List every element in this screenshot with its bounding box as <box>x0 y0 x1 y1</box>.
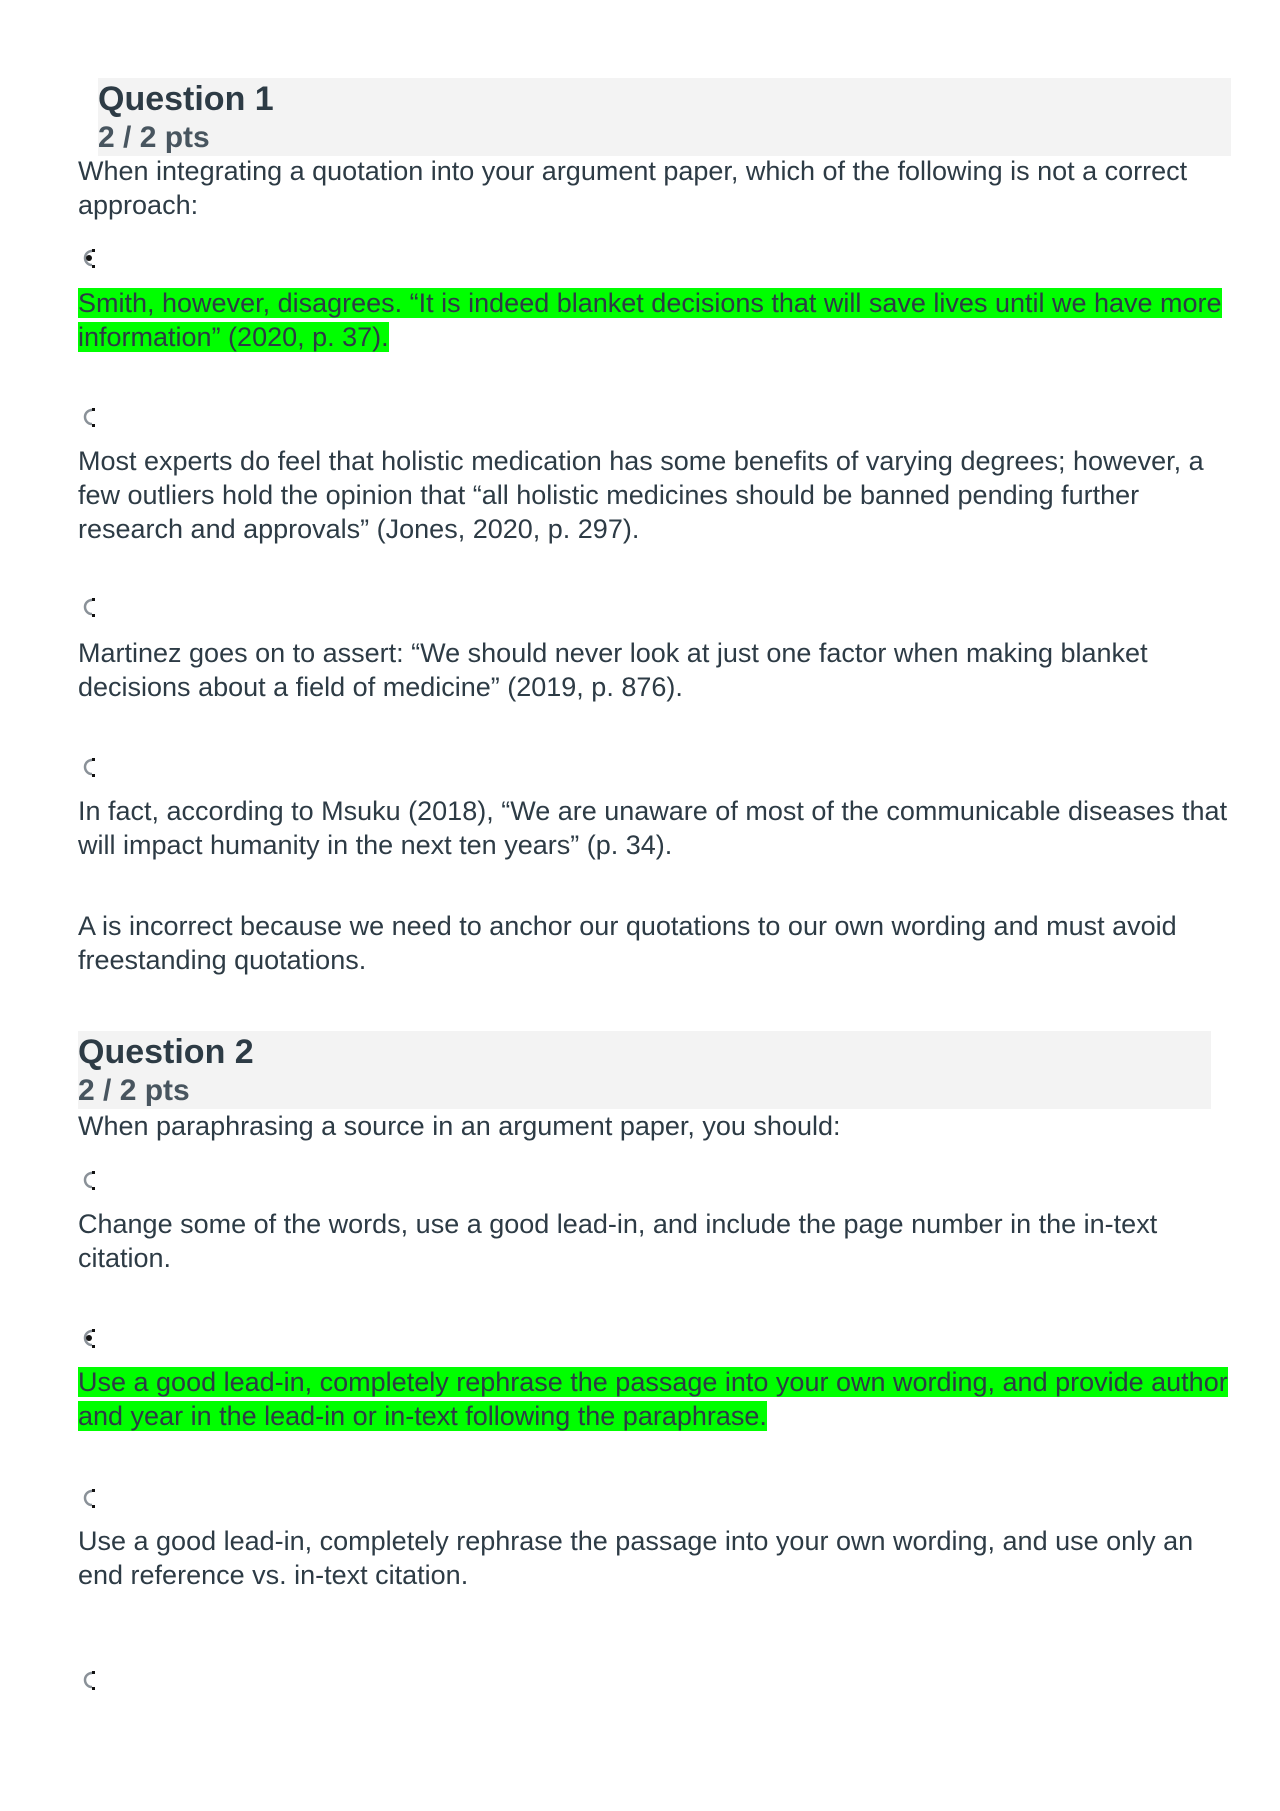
question-2-points: 2 / 2 pts <box>78 1074 190 1107</box>
radio-unselected-icon[interactable] <box>80 1488 98 1508</box>
question-2-option-a[interactable]: Change some of the words, use a good lead-in, and include the page number in the in-text citation. <box>78 1209 1158 1273</box>
question-1-option-d[interactable]: In fact, according to Msuku (2018), “We are unaware of most of the communicable diseases that will impact humanity in the next ten years” (p. 34). <box>78 796 1228 860</box>
radio-unselected-icon[interactable] <box>80 597 98 617</box>
radio-unselected-icon[interactable] <box>80 1170 98 1190</box>
radio-selected-icon[interactable] <box>80 1328 98 1348</box>
radio-unselected-icon[interactable] <box>80 757 98 777</box>
question-1-title: Question 1 <box>98 80 274 118</box>
question-1-feedback: A is incorrect because we need to anchor our quotations to our own wording and must avoid freestanding quotations. <box>78 911 1177 975</box>
radio-unselected-icon[interactable] <box>80 1670 98 1690</box>
radio-unselected-icon[interactable] <box>80 407 98 427</box>
option-text: Use a good lead-in, completely rephrase the passage into your own wording, and provide author and year in the lead-in or in-text following the paraphrase. <box>78 1367 1228 1431</box>
question-1-option-b[interactable]: Most experts do feel that holistic medication has some benefits of varying degrees; however, a few outliers hold the opinion that “all holistic medicines should be banned pending further research and approvals” (Jones, 2020, p. 297). <box>78 446 1204 544</box>
question-2-prompt: When paraphrasing a source in an argument paper, you should: <box>78 1111 841 1141</box>
question-1-prompt: When integrating a quotation into your argument paper, which of the following is not a correct approach: <box>78 156 1188 220</box>
question-2-option-c[interactable]: Use a good lead-in, completely rephrase the passage into your own wording, and use only an end reference vs. in-text citation. <box>78 1526 1194 1590</box>
option-text: Smith, however, disagrees. “It is indeed blanket decisions that will save lives until we have more information” (2020, p. 37). <box>78 288 1222 352</box>
question-1-points: 2 / 2 pts <box>98 121 210 154</box>
radio-selected-icon[interactable] <box>80 248 98 268</box>
question-2-option-b[interactable] <box>78 1365 1228 1433</box>
question-1-option-a[interactable] <box>78 286 1228 354</box>
question-2-title: Question 2 <box>78 1033 254 1071</box>
question-1-option-c[interactable]: Martinez goes on to assert: “We should never look at just one factor when making blanket decisions about a field of medicine” (2019, p. 876). <box>78 638 1148 702</box>
